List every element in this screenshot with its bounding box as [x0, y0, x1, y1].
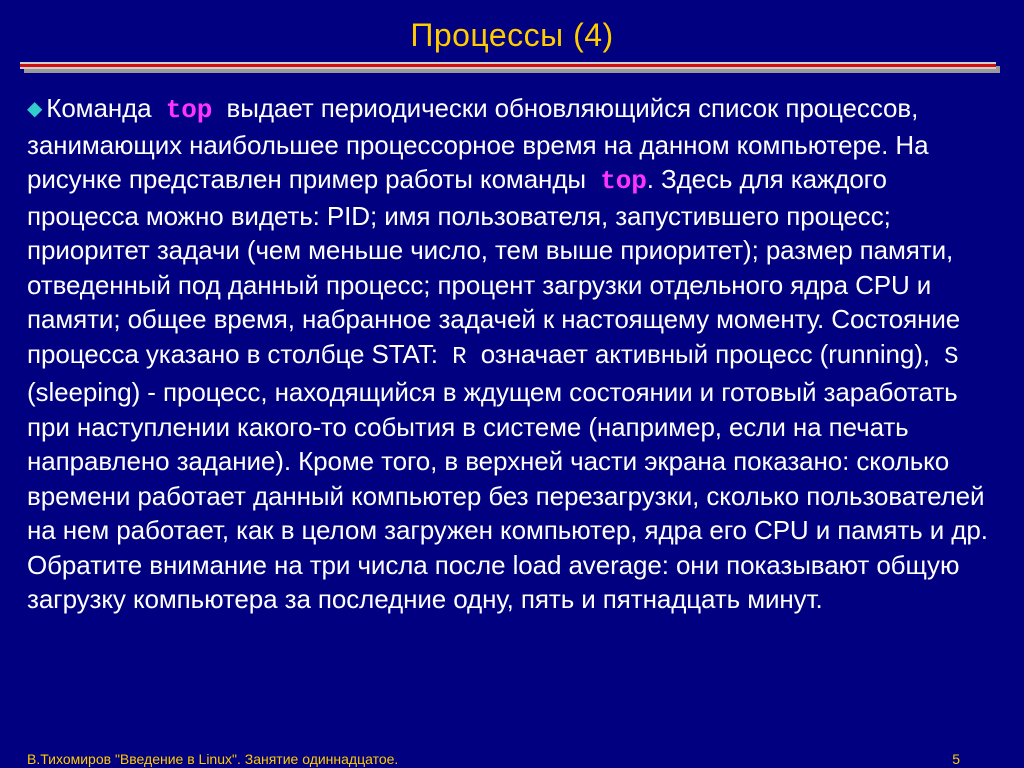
title-divider-red-line — [20, 64, 996, 67]
body-paragraph — [27, 91, 1002, 617]
footer-author: В.Тихомиров "Введение в Linux". Занятие одиннадцатое. — [27, 751, 399, 767]
footer-page-number: 5 — [952, 751, 960, 767]
title-divider — [20, 62, 1000, 74]
stat-r-code: R — [452, 343, 467, 371]
body-text-part-4: означает активный процесс (running), — [480, 338, 930, 369]
diamond-bullet-icon: ◆ — [27, 98, 43, 120]
body-text-part-2: выдает периодически обновляющийся список процессов, занимающих наибольшее процессорное время на данном компьютере. На рисунке представлен пример работы команды — [27, 93, 929, 194]
slide-title: Процессы (4) — [410, 17, 614, 53]
body-text-part-1: Команда — [46, 93, 152, 123]
body-text-part-3: . Здесь для каждого процесса можно видеть: PID; имя пользователя, запустившего процесс; приоритет задачи (чем меньше число, тем выше приоритет); размер памяти, отведенный под данный процесс; процент загрузки отдельного ядра CPU и памяти; общее время, набранное задачей к настоящему моменту. Состояние процесса указано в столбце STAT: — [27, 164, 961, 369]
body-text-part-5: (sleeping) - процесс, находящийся в ждущем состоянии и готовый заработать при наступлении какого-то события в системе (например, если на печать направлено задание). Кроме того, в верхней части экрана показано: сколько времени работает данный компьютер без перезагрузки, сколько пользователей на нем работает, как в целом загружен компьютер, ядра его CPU и память и др. Обратите внимание на три числа после load average: они показывают общую загрузку компьютера за последние одну, пять и пятнадцать минут. — [27, 377, 988, 614]
command-top-1: top — [165, 95, 213, 125]
command-top-2: top — [600, 166, 647, 196]
stat-s-code: S — [944, 343, 959, 371]
